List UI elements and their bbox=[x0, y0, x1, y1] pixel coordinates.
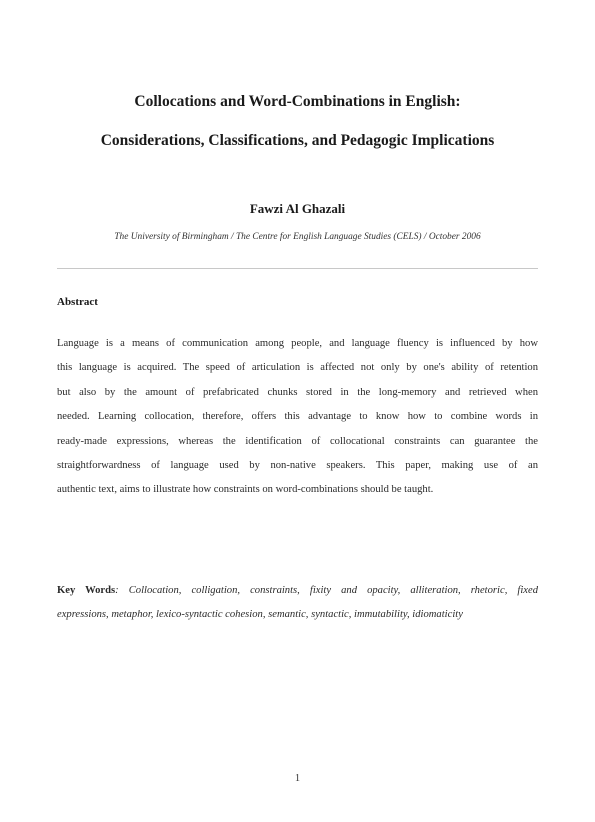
keywords-line-1 bbox=[57, 579, 538, 603]
abstract-line: this language is acquired. The speed of articulation is affected not only by one's ability of retention bbox=[57, 362, 538, 374]
keywords-text-1: Collocation, colligation, constraints, fixity and opacity, alliteration, rhetoric, fixed bbox=[128, 585, 538, 596]
abstract-line: authentic text, aims to illustrate how constraints on word-combinations should be taught. bbox=[57, 484, 434, 496]
abstract-body bbox=[57, 332, 538, 503]
paper-title-line-1: Collocations and Word-Combinations in English: bbox=[134, 93, 461, 110]
abstract-line: needed. Learning collocation, therefore, offers this advantage to know how to combine words in bbox=[57, 411, 538, 423]
page-number: 1 bbox=[294, 773, 301, 784]
keywords-line-2 bbox=[57, 603, 538, 627]
keywords-separator: : bbox=[115, 585, 129, 596]
abstract-heading: Abstract bbox=[57, 296, 98, 308]
author-affiliation: The University of Birmingham / The Centre for English Language Studies (CELS) / October 2006 bbox=[114, 232, 481, 242]
header-divider bbox=[57, 268, 538, 269]
keywords-text-2: expressions, metaphor, lexico-syntactic cohesion, semantic, syntactic, immutability, idiomaticity bbox=[57, 609, 463, 621]
abstract-line: ready-made expressions, whereas the identification of collocational constraints can guarantee the bbox=[57, 435, 538, 447]
abstract-line: straightforwardness of language used by non-native speakers. This paper, making use of an bbox=[57, 460, 538, 472]
keywords-label: Key Words bbox=[57, 585, 116, 596]
paper-title-line-2: Considerations, Classifications, and Pedagogic Implications bbox=[100, 132, 495, 149]
author-name: Fawzi Al Ghazali bbox=[249, 201, 346, 216]
abstract-line: Language is a means of communication among people, and language fluency is influenced by how bbox=[57, 338, 538, 349]
abstract-line: but also by the amount of prefabricated chunks stored in the long-memory and retrieved when bbox=[57, 386, 538, 398]
keywords-block bbox=[57, 579, 538, 628]
